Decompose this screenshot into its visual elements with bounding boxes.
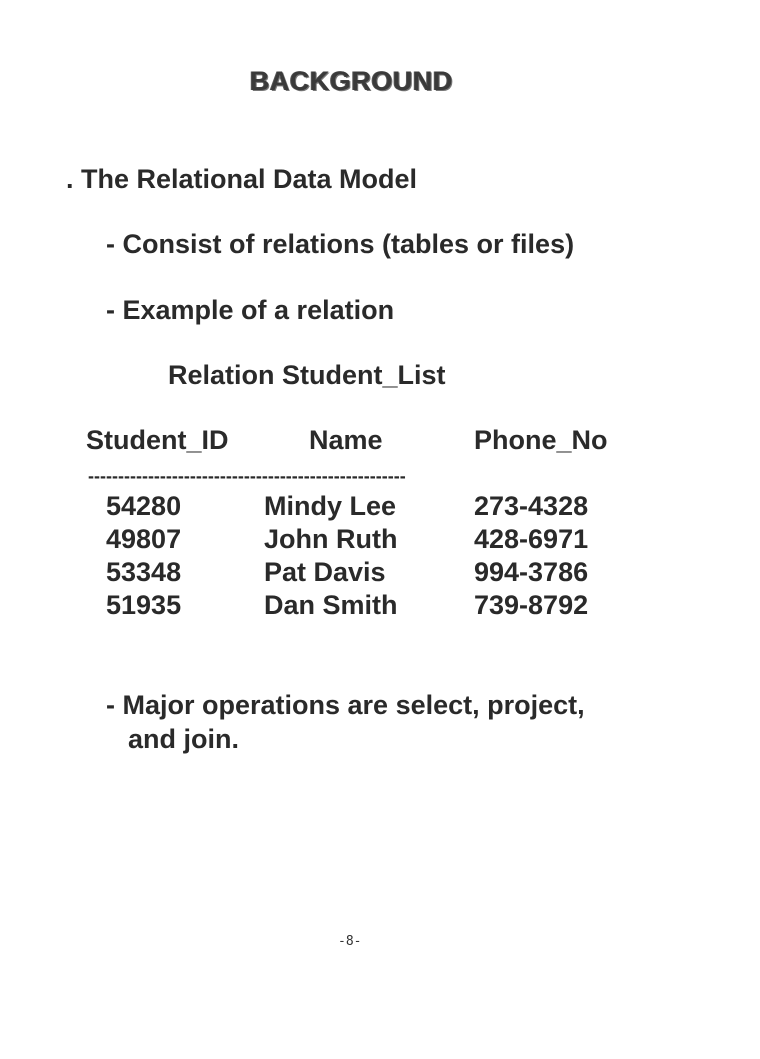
page-number: -8- [338,934,362,949]
cell-name: Mindy Lee [264,491,397,521]
bullet-major-operations [106,688,686,756]
section-heading: . The Relational Data Model [66,164,418,194]
cell-student-id: 51935 [106,590,182,620]
table-separator: ----------------------------------------------------- [88,466,406,486]
column-header-student-id: Student_ID [86,425,229,455]
page-title: BACKGROUND [250,66,453,96]
cell-name: Pat Davis [264,557,386,587]
bullet-consist-of-relations: - Consist of relations (tables or files) [106,229,575,259]
cell-student-id: 53348 [106,557,182,587]
cell-name: Dan Smith [264,590,398,620]
cell-phone: 739-8792 [474,590,589,620]
cell-student-id: 54280 [106,491,182,521]
column-header-name: Name [309,425,383,455]
bullet-example-of-relation: - Example of a relation [106,295,395,325]
cell-name: John Ruth [264,524,398,554]
cell-phone: 273-4328 [474,491,589,521]
bullet-major-operations-line1: - Major operations are select, project, [106,690,585,720]
cell-phone: 994-3786 [474,557,589,587]
cell-phone: 428-6971 [474,524,589,554]
bullet-major-operations-line2: and join. [128,724,239,754]
column-header-phone-no: Phone_No [474,425,608,455]
cell-student-id: 49807 [106,524,182,554]
relation-title: Relation Student_List [168,360,446,390]
